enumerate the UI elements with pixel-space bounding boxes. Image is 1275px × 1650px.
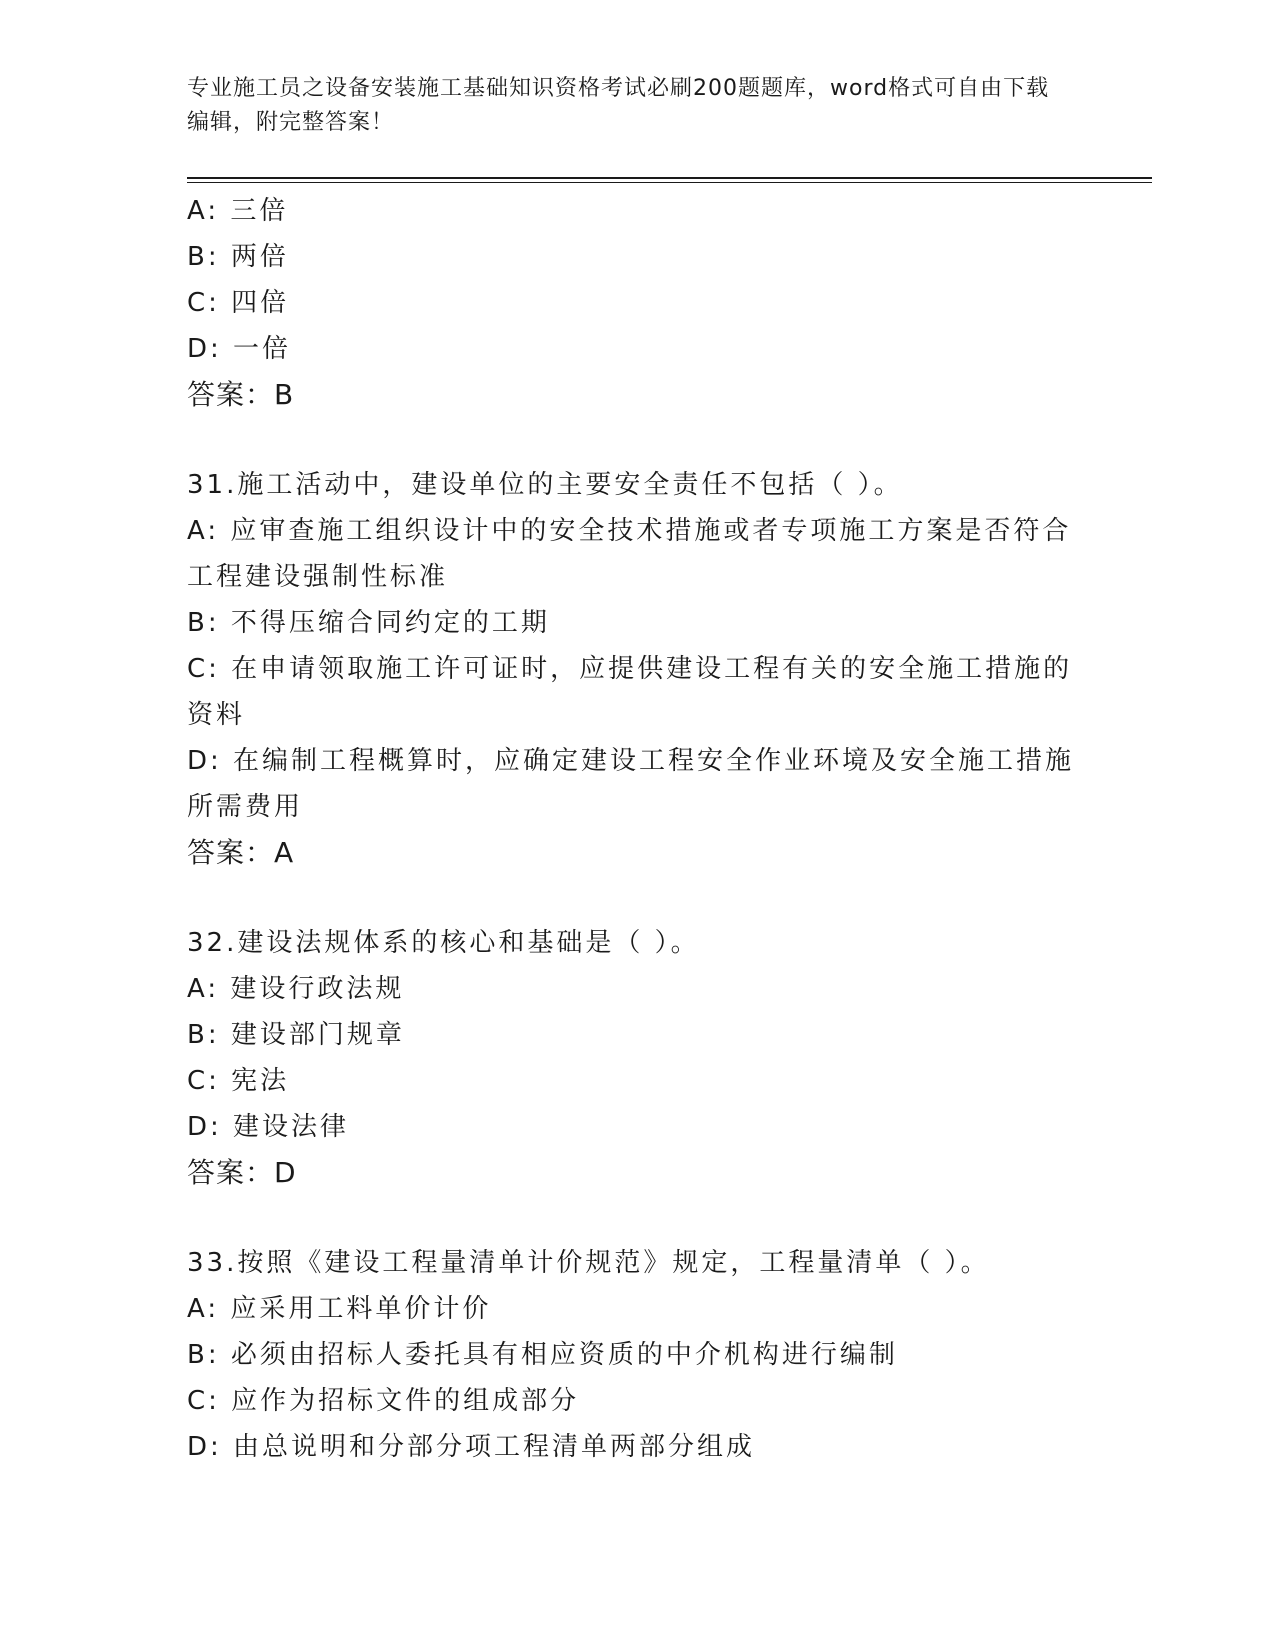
option-c: C: 宪法 [187,1066,290,1096]
option-b: B: 必须由招标人委托具有相应资质的中介机构进行编制 [187,1340,898,1370]
option-b: B: 两倍 [187,242,289,272]
question-stem: 31.施工活动中，建设单位的主要安全责任不包括（ ）。 [187,470,903,500]
option-b: B: 建设部门规章 [187,1020,405,1050]
question-block-32 [187,920,1087,1196]
option-c: C: 应作为招标文件的组成部分 [187,1386,580,1416]
option-a: A: 应采用工料单价计价 [187,1294,492,1324]
question-stem: 33.按照《建设工程量清单计价规范》规定，工程量清单（ ）。 [187,1248,990,1278]
question-stem: 32.建设法规体系的核心和基础是（ ）。 [187,928,700,958]
question-list [187,188,1087,1470]
option-d: D: 一倍 [187,334,292,364]
option-c: C: 四倍 [187,288,290,318]
option-a: A: 三倍 [187,196,289,226]
option-d: D: 建设法律 [187,1112,350,1142]
header-divider-thin [187,182,1152,183]
answer: 答案：B [187,378,295,411]
option-c: C: 在申请领取施工许可证时，应提供建设工程有关的安全施工措施的资料 [187,654,1073,730]
header-divider-thick [187,177,1152,179]
question-block-31 [187,462,1087,876]
option-d: D: 由总说明和分部分项工程清单两部分组成 [187,1432,756,1462]
answer: 答案：D [187,1156,297,1189]
question-block-33 [187,1240,1087,1470]
option-d: D: 在编制工程概算时，应确定建设工程安全作业环境及安全施工措施所需费用 [187,746,1075,822]
option-a: A: 建设行政法规 [187,974,405,1004]
question-block-prev [187,188,1087,418]
answer: 答案：A [187,836,295,869]
option-b: B: 不得压缩合同约定的工期 [187,608,550,638]
document-header: 专业施工员之设备安装施工基础知识资格考试必刷200题题库，word格式可自由下载编辑，附完整答案！ [187,76,1050,135]
option-a: A: 应审查施工组织设计中的安全技术措施或者专项施工方案是否符合工程建设强制性标准 [187,516,1072,592]
